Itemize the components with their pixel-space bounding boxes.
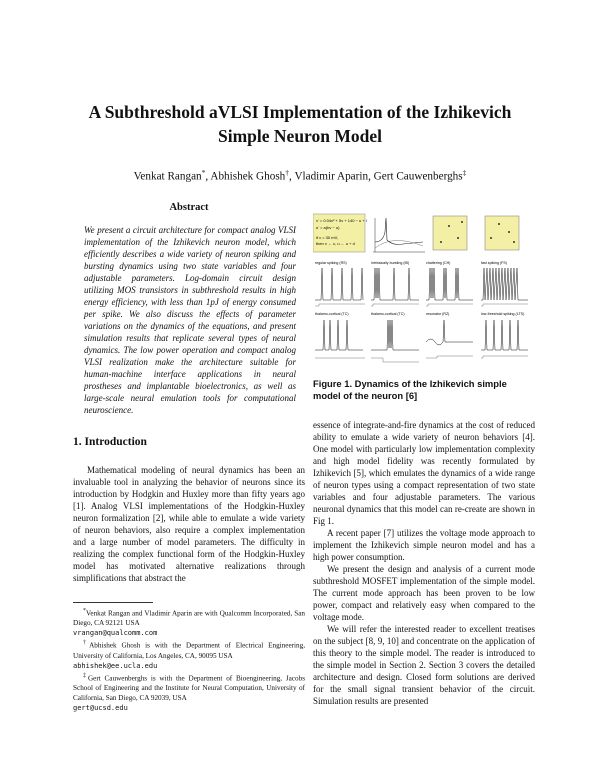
paper-title: [40, 100, 560, 148]
parameter-plot-b: [485, 216, 519, 250]
right-paragraph-3: We present the design and analysis of a current mode subthreshold MOSFET implementation of the simple model. The current mode approach has been proven to be low power, compact and relatively easy when compared to the voltage mode.: [313, 564, 535, 622]
title-line-2: Simple Neuron Model: [218, 126, 382, 146]
equation-4: then v ← c, u ← u + d: [316, 241, 355, 246]
author-1: Venkat Rangan: [133, 170, 202, 183]
spike-panels-row-1: [315, 261, 528, 306]
equation-2: u' = a(bv − u): [316, 225, 340, 230]
figure-caption: Figure 1. Dynamics of the Izhikevich simple model of the neuron [6]: [313, 378, 507, 401]
equation-3: if v = 30 mV,: [316, 235, 338, 240]
intro-body: [73, 464, 305, 584]
panel-label-4: fast spiking (FS): [481, 261, 507, 265]
right-paragraph-4: We will refer the interested reader to excellent treatises on the subject [8, 9, 10] and concentrate on the application of this theory to the simple model. The reader is introduced to the simple model in Section 2. Section 3 covers the detailed architecture and design. Closed form solutions are derived for the small signal transient behavior of the circuit. Simulation results are presented: [313, 624, 535, 706]
abstract-text: We present a circuit architecture for compact analog VLSI implementation of the Izhikevich neuron model, which efficiently describes a wide variety of neuron spiking and bursting dynamics using two state variables and four adjustable parameters. Log-domain circuit design utilizing MOS transistors in subthreshold results in high energy efficiency, with less than 1pJ of energy consumed per spike. We also discuss the effects of parameter variations on the dynamics of the equations, and present simulation results that replicate several types of neural dynamics. The low power operation and compact analog VLSI realization make the architecture suitable for human-machine interface applications in neural prostheses and implantable bioelectronics, as well as large-scale neural emulation tools for computational neuroscience.: [84, 225, 296, 415]
author-2: Abhishek Ghosh: [210, 170, 286, 183]
footnote-email-2[interactable]: abhishek@ee.ucla.edu: [73, 661, 158, 670]
right-column-body: [313, 419, 535, 707]
author-mark-3: ‡: [462, 168, 467, 177]
title-line-1: A Subthreshold aVLSI Implementation of the Izhikevich: [88, 102, 512, 122]
membrane-diagram: [373, 218, 425, 252]
panel-label-3: chattering (CH): [426, 261, 451, 265]
parameter-plot-a: [433, 216, 467, 250]
intro-heading: 1. Introduction: [73, 436, 147, 448]
intro-paragraph: Mathematical modeling of neural dynamics has been an invaluable tool in analyzing the behavior of neurons since its introduction by Hodgkin and Huxley more than fifty years ago [1]. Analog VLSI implementations of the Hodgkin-Huxley neuron formalization [2], while able to emulate a wide variety of neuron behaviors, also require a complex implementation and a large number of model parameters. The difficulty in realizing the complex functional form of the Hodgkin-Huxley model has motivated alternative realizations through simplifications that abstract the: [73, 465, 305, 583]
figure-1: [313, 212, 535, 370]
author-4: Gert Cauwenberghs: [373, 170, 463, 183]
author-list: Venkat Rangan*, Abhishek Ghosh†, Vladimir Aparin, Gert Cauwenberghs‡: [133, 168, 467, 183]
author-mark-2: †: [285, 168, 290, 177]
panel-label-1: regular spiking (RS): [315, 261, 347, 265]
footnotes: [73, 606, 305, 713]
right-paragraph-1: essence of integrate-and-fire dynamics at the cost of reduced ability to emulate a wide variety of neuron behaviors [4]. One model with particularly low implementation complexity and high model fidelity was recently formulated by Izhikevich [5], which emulates the dynamics of a wide range of neuron types using a compact representation of two state variables and four adjustable parameters. The various neuronal dynamics that this model can re-create are shown in Fig 1.: [313, 420, 535, 526]
footnote-email-1[interactable]: vrangan@qualcomm.com: [73, 629, 158, 638]
equation-1: v' = 0.04v² + 5v + 140 − u + I: [316, 218, 367, 223]
footnote-rule: [73, 602, 153, 603]
panel-label-8: low-threshold spiking (LTS): [481, 312, 525, 316]
abstract-heading: Abstract: [169, 202, 209, 213]
footnote-1: *Venkat Rangan and Vladimir Aparin are with Qualcomm Incorporated, San Diego, CA 92121 USA vrangan@qualcomm.com: [73, 608, 305, 638]
right-paragraph-2: A recent paper [7] utilizes the voltage mode approach to implement the Izhikevich simple neuron model and has a high power consumption.: [313, 528, 535, 562]
panel-label-5: thalamo-cortical (TC): [315, 312, 349, 316]
footnote-2: †Abhishek Ghosh is with the Department of Electrical Engineering, University of California, Los Angeles, CA, 90095 USA abhishek@ee.ucla.edu: [73, 640, 306, 670]
panel-label-7: resonator (RZ): [426, 312, 450, 316]
author-3: Vladimir Aparin: [294, 170, 369, 183]
panel-label-6: thalamo-cortical (TC): [371, 312, 405, 316]
spike-panels-row-2: [315, 312, 528, 362]
panel-label-2: intrinsically bursting (IB): [371, 261, 410, 265]
footnote-3: ‡Gert Cauwenberghs is with the Department of Bioengineering, Jacobs School of Engineering and the Institute for Neural Computation, University of California, San Diego, CA 92039, USA gert@ucsd.edu: [73, 672, 305, 713]
author-mark-1: *: [201, 168, 206, 177]
footnote-email-3[interactable]: gert@ucsd.edu: [73, 704, 128, 713]
